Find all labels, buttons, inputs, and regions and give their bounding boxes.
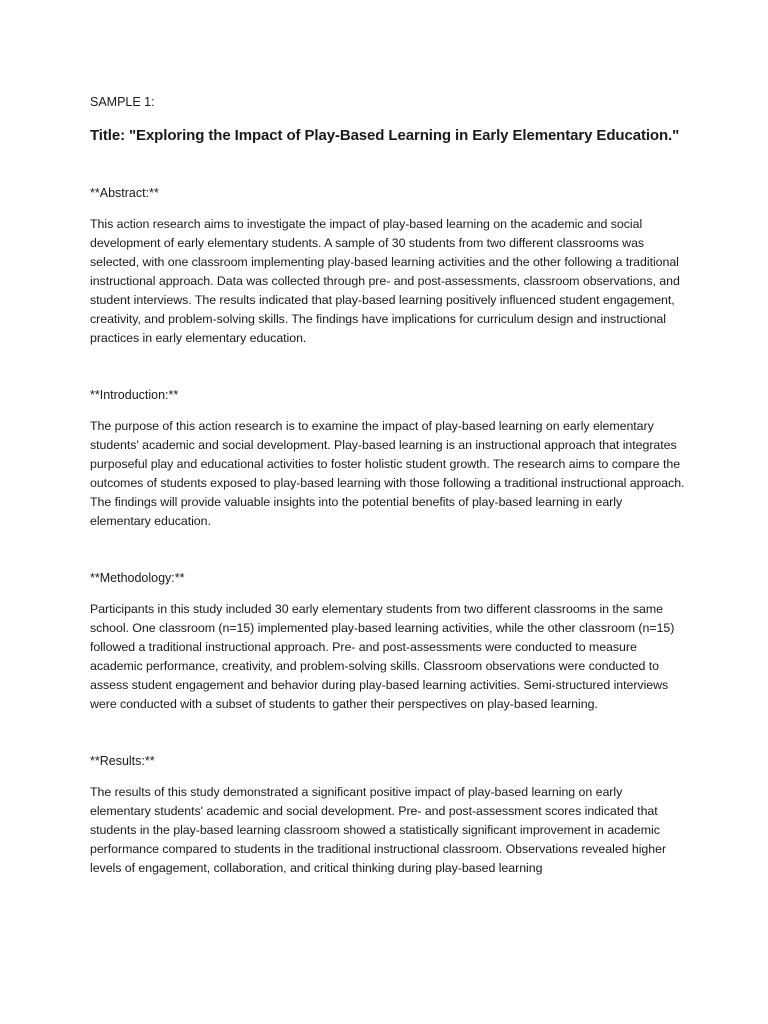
section-heading-abstract: **Abstract:** bbox=[90, 186, 159, 200]
document-content bbox=[90, 94, 686, 878]
section-heading-results: **Results:** bbox=[90, 754, 155, 768]
section-methodology bbox=[90, 570, 686, 714]
section-body-abstract: This action research aims to investigate the impact of play-based learning on the academic and social development of early elementary students. A sample of 30 students from two different classrooms was selected, with one classroom implementing play-based learning activities and the other following a traditional instructional approach. Data was collected through pre- and post-assessments, classroom observations, and student interviews. The results indicated that play-based learning positively influenced student engagement, creativity, and problem-solving skills. The findings have implications for curriculum design and instructional practices in early elementary education. bbox=[90, 217, 680, 345]
section-body-results: The results of this study demonstrated a significant positive impact of play-based learning on early elementary students' academic and social development. Pre- and post-assessment scores indicated that students in the play-based learning classroom showed a statistically significant improvement in academic performance compared to students in the traditional instructional classroom. Observations revealed higher levels of engagement, collaboration, and critical thinking during play-based learning bbox=[90, 785, 667, 875]
section-body-introduction: The purpose of this action research is to examine the impact of play-based learning on early elementary students' academic and social development. Play-based learning is an instructional approach that integrates purposeful play and educational activities to foster holistic student growth. The research aims to compare the outcomes of students exposed to play-based learning with those following a traditional instructional approach. The findings will provide valuable insights into the potential benefits of play-based learning in early elementary education. bbox=[90, 419, 685, 528]
section-heading-introduction: **Introduction:** bbox=[90, 388, 179, 402]
section-introduction bbox=[90, 387, 686, 531]
section-body-methodology: Participants in this study included 30 early elementary students from two different classrooms in the same school. One classroom (n=15) implemented play-based learning activities, while the other classroom (n=15) followed a traditional instructional approach. Pre- and post-assessments were conducted to measure academic performance, creativity, and problem-solving skills. Classroom observations were conducted to assess student engagement and behavior during play-based learning activities. Semi-structured interviews were conducted with a subset of students to gather their perspectives on play-based learning. bbox=[90, 602, 675, 711]
section-abstract bbox=[90, 185, 686, 348]
sample-label: SAMPLE 1: bbox=[90, 95, 155, 109]
document-title: Title: "Exploring the Impact of Play-Based Learning in Early Elementary Education." bbox=[90, 127, 680, 144]
section-results bbox=[90, 753, 686, 878]
section-heading-methodology: **Methodology:** bbox=[90, 571, 185, 585]
